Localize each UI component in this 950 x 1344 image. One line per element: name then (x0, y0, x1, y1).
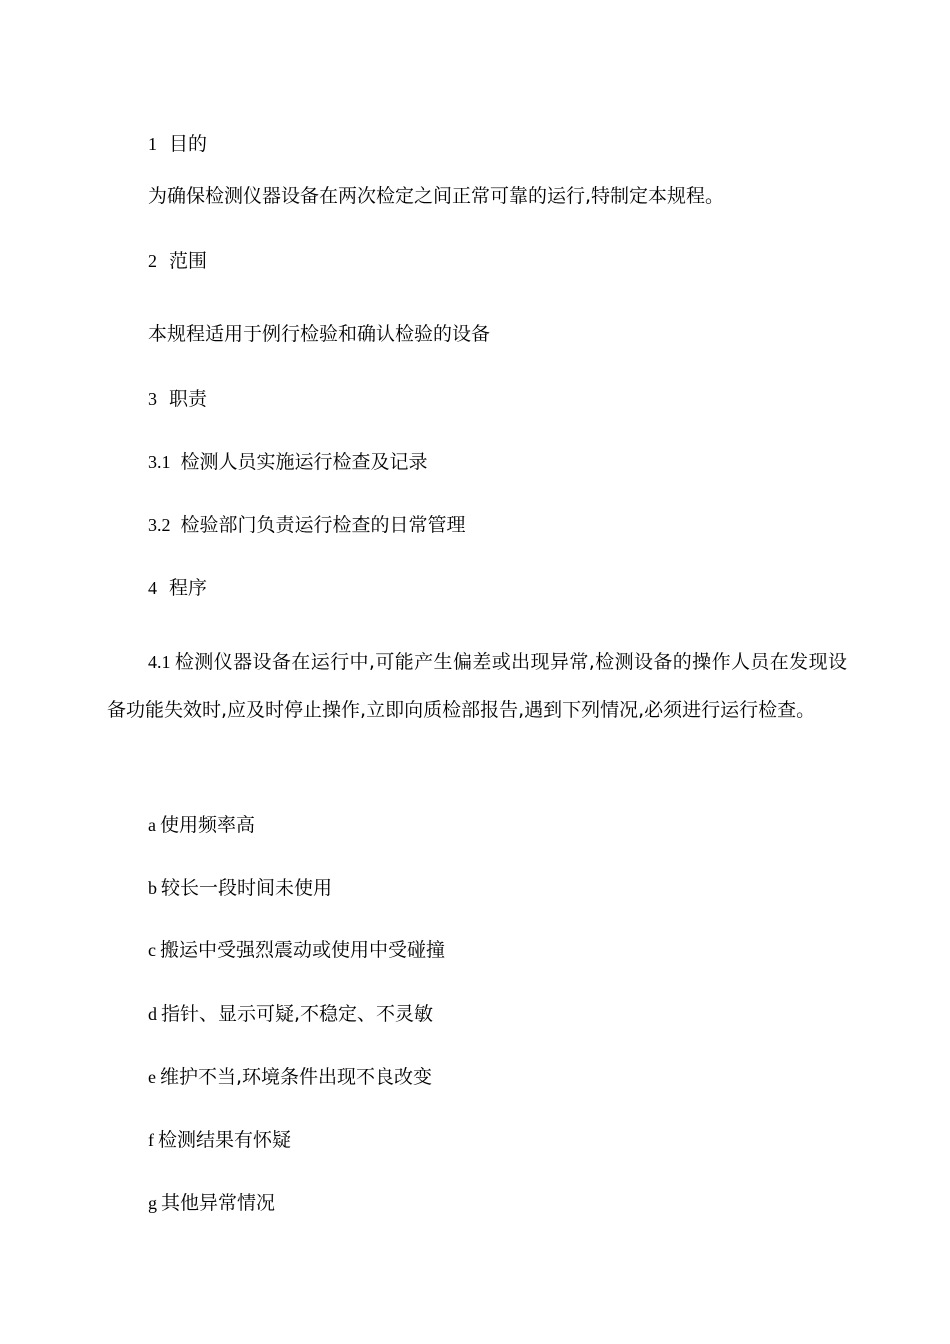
subsection-number: 4.1 (148, 652, 171, 672)
list-item-text: 搬运中受强烈震动或使用中受碰撞 (160, 939, 446, 961)
section-title: 目的 (169, 133, 208, 155)
section-3-1 (148, 450, 428, 474)
list-item-text: 较长一段时间未使用 (161, 877, 333, 899)
list-item (148, 1065, 432, 1089)
list-item-text: 其他异常情况 (161, 1192, 276, 1214)
section-4-1-paragraph (107, 638, 847, 734)
subsection-number: 3.1 (148, 452, 171, 472)
subsection-number: 3.2 (148, 515, 171, 535)
list-item-letter: a (148, 815, 156, 835)
section-number: 1 (148, 134, 157, 154)
list-item (148, 876, 332, 900)
list-item-letter: c (148, 940, 156, 960)
section-3-2 (148, 513, 466, 537)
section-1-heading (148, 132, 207, 156)
subsection-text: 检测仪器设备在运行中,可能产生偏差或出现异常,检测设备的操作人员在发现设备功能失效时,应及时停止操作,立即向质检部报告,遇到下列情况,必须进行运行检查。 (107, 651, 847, 721)
subsection-text: 检测人员实施运行检查及记录 (180, 451, 428, 473)
list-item (148, 1191, 275, 1215)
section-number: 2 (148, 251, 157, 271)
list-item-text: 指针、显示可疑,不稳定、不灵敏 (161, 1003, 434, 1025)
section-title: 职责 (169, 388, 208, 410)
subsection-text: 检验部门负责运行检查的日常管理 (180, 514, 466, 536)
section-2-body: 本规程适用于例行检验和确认检验的设备 (148, 323, 491, 345)
list-item-letter: d (148, 1004, 157, 1024)
list-item (148, 813, 255, 837)
list-item (148, 1002, 433, 1026)
section-number: 3 (148, 389, 157, 409)
list-item-letter: f (148, 1130, 154, 1150)
section-title: 范围 (169, 250, 208, 272)
section-1-body: 为确保检测仪器设备在两次检定之间正常可靠的运行,特制定本规程。 (148, 185, 725, 207)
list-item-letter: b (148, 878, 157, 898)
section-2-heading (148, 249, 207, 273)
list-item-text: 使用频率高 (160, 814, 256, 836)
list-item-letter: e (148, 1067, 156, 1087)
section-number: 4 (148, 578, 157, 598)
section-title: 程序 (169, 577, 208, 599)
list-item-text: 维护不当,环境条件出现不良改变 (160, 1066, 433, 1088)
list-item (148, 938, 445, 962)
section-3-heading (148, 387, 207, 411)
list-item-letter: g (148, 1193, 157, 1213)
section-4-heading (148, 576, 207, 600)
list-item-text: 检测结果有怀疑 (158, 1129, 292, 1151)
list-item (148, 1128, 291, 1152)
